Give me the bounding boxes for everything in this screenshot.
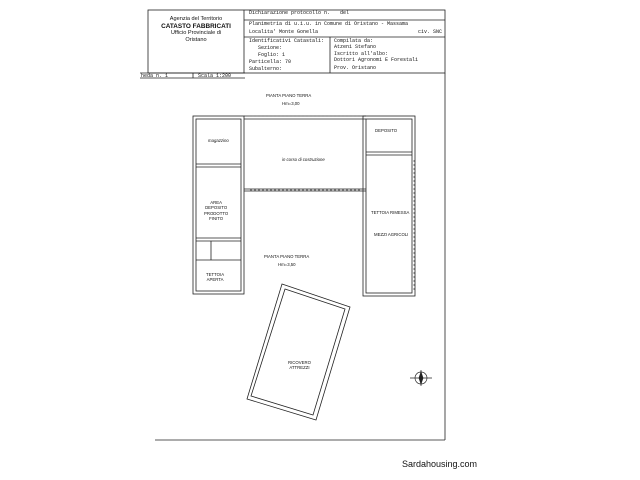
tettoia-line2: APERTA (206, 277, 224, 283)
deposito-label: DEPOSITO (375, 128, 398, 133)
scala-label: Scala 1:200 (198, 73, 232, 79)
mezzi-agricoli-label: MEZZI AGRICOLI (374, 232, 409, 237)
foglio-label: Foglio: 1 (258, 52, 286, 58)
identificativi-label: Identificativi Catastali: (249, 38, 325, 44)
compilatore-name: Atzeni Stefano (334, 44, 377, 50)
plan-height-mid: Hm=3,50 (278, 262, 296, 267)
agency-name: Agenzia del Territorio (169, 16, 223, 22)
dichiarazione-label: Dichiarazione protocollo n. (249, 10, 331, 16)
iscritto-label: Iscritto all'albo: (334, 51, 389, 57)
plan-title-top: PIANTA PIANO TERRA (266, 93, 312, 98)
albo-name: Dottori Agronomi E Forestali (334, 57, 419, 63)
north-arrow-icon (410, 370, 432, 386)
watermark-text: Sardahousing.com (402, 459, 478, 469)
sezione-label: Sezione: (258, 45, 283, 51)
area-line4: FINITO (209, 216, 224, 222)
costruzione-label: in corso di costruzione (282, 157, 325, 162)
ricovero-line1: RICOVERO (288, 360, 311, 365)
tettoia-aperta-label (206, 272, 224, 283)
ricovero-line2: ATTREZZI (289, 365, 310, 371)
magazzino-label: magazzino (208, 138, 229, 143)
office-city: Oristano (185, 37, 207, 44)
area-line3: PRODOTTO (204, 210, 229, 216)
catasto-title: CATASTO FABBRICATI (161, 22, 231, 30)
office-label: Ufficio Provinciale di (170, 30, 222, 37)
plan-height-top: Hm=3,00 (282, 101, 300, 106)
area-deposito-label (204, 200, 228, 221)
area-line1: AREA (210, 200, 222, 205)
compilata-label: Compilata da: (334, 38, 374, 44)
subalterno-label: Subalterno: (249, 66, 283, 72)
plan-title-mid: PIANTA PIANO TERRA (264, 254, 310, 259)
ricovero-attrezzi-label (288, 360, 311, 371)
area-line2: DEPOSITO (205, 205, 228, 211)
dichiarazione-del: del (340, 10, 350, 16)
localita-text: Localita' Monte Gonella (249, 29, 319, 35)
prov-label: Prov. Oristano (334, 65, 377, 71)
agency-block (148, 16, 244, 44)
scheda-label: heda n. 1 (141, 73, 169, 79)
right-block-wall (363, 116, 415, 296)
particella-label: Particella: 70 (249, 59, 292, 65)
tettoia-rimessa-label: TETTOIA RIMESSA (371, 210, 410, 215)
civ-text: civ. SNC (418, 29, 443, 35)
tettoia-line1: TETTOIA (206, 272, 225, 277)
planimetria-text: Planimetria di u.i.u. in Comune di Oristano - Massama (249, 21, 409, 27)
